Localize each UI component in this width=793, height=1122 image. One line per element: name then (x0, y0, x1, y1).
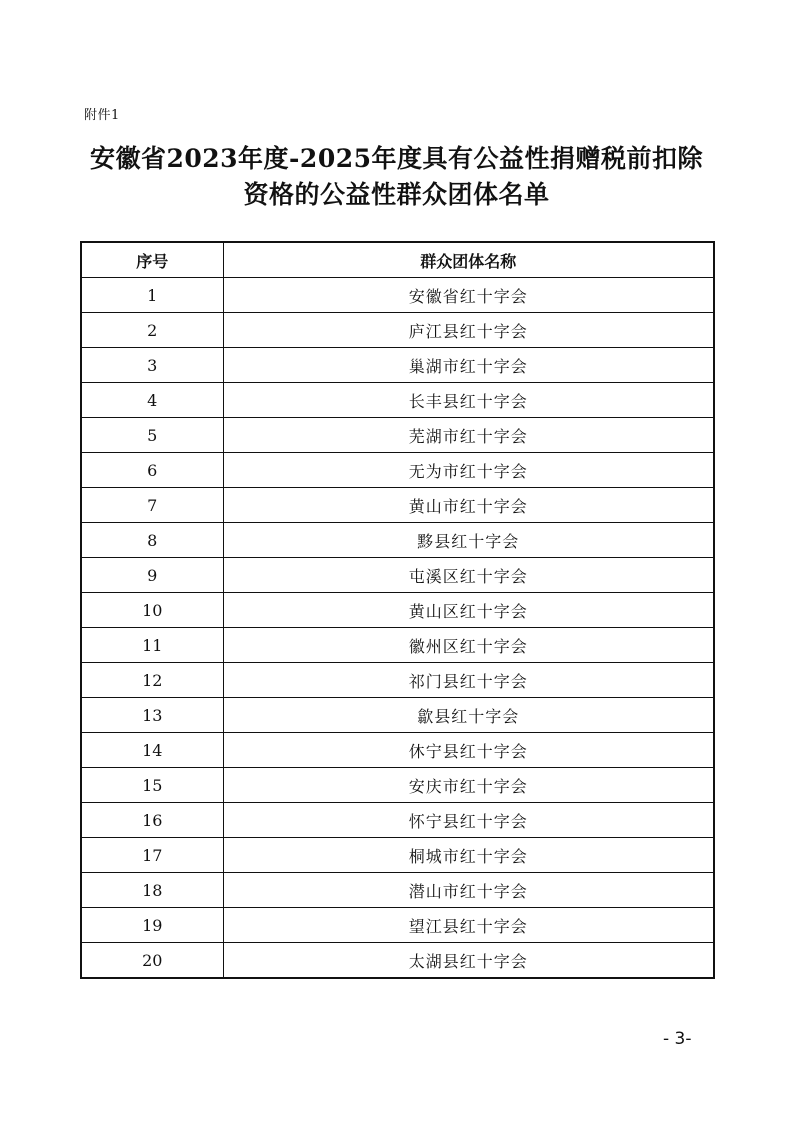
table-body (81, 278, 714, 979)
row-number: 5 (81, 418, 223, 453)
organization-name: 休宁县红十字会 (223, 733, 714, 768)
table-row (81, 908, 714, 943)
row-number: 7 (81, 488, 223, 523)
organization-name: 庐江县红十字会 (223, 313, 714, 348)
title-line-2: 资格的公益性群众团体名单 (243, 180, 550, 209)
row-number: 6 (81, 453, 223, 488)
organization-name: 长丰县红十字会 (223, 383, 714, 418)
table-row (81, 453, 714, 488)
organization-name: 桐城市红十字会 (223, 838, 714, 873)
row-number: 17 (81, 838, 223, 873)
row-number: 2 (81, 313, 223, 348)
row-number: 9 (81, 558, 223, 593)
table-row (81, 313, 714, 348)
table-row (81, 628, 714, 663)
organization-name: 怀宁县红十字会 (223, 803, 714, 838)
table-row (81, 698, 714, 733)
table-row (81, 383, 714, 418)
row-number: 10 (81, 593, 223, 628)
organization-name: 无为市红十字会 (223, 453, 714, 488)
table-row (81, 558, 714, 593)
table-header-row (81, 242, 714, 278)
table-row (81, 803, 714, 838)
organization-name: 芜湖市红十字会 (223, 418, 714, 453)
table-row (81, 348, 714, 383)
organization-name: 祁门县红十字会 (223, 663, 714, 698)
organization-name: 安庆市红十字会 (223, 768, 714, 803)
row-number: 4 (81, 383, 223, 418)
row-number: 13 (81, 698, 223, 733)
page-number: - 3- (663, 1029, 692, 1049)
organization-name: 歙县红十字会 (223, 698, 714, 733)
column-header-name: 群众团体名称 (223, 242, 714, 278)
organization-name: 黟县红十字会 (223, 523, 714, 558)
row-number: 3 (81, 348, 223, 383)
organization-name: 屯溪区红十字会 (223, 558, 714, 593)
organization-name: 徽州区红十字会 (223, 628, 714, 663)
table-row (81, 873, 714, 908)
table-row (81, 593, 714, 628)
table-row (81, 943, 714, 979)
row-number: 8 (81, 523, 223, 558)
row-number: 14 (81, 733, 223, 768)
table-row (81, 838, 714, 873)
row-number: 19 (81, 908, 223, 943)
organization-name: 望江县红十字会 (223, 908, 714, 943)
row-number: 15 (81, 768, 223, 803)
table-row (81, 663, 714, 698)
organization-name: 黄山市红十字会 (223, 488, 714, 523)
row-number: 1 (81, 278, 223, 313)
table-row (81, 278, 714, 313)
table-row (81, 768, 714, 803)
row-number: 11 (81, 628, 223, 663)
title-line-1: 安徽省2023年度-2025年度具有公益性捐赠税前扣除 (89, 144, 704, 173)
table-row (81, 733, 714, 768)
document-title (0, 141, 793, 213)
organization-name: 潜山市红十字会 (223, 873, 714, 908)
table-row (81, 418, 714, 453)
organization-name: 安徽省红十字会 (223, 278, 714, 313)
table-row (81, 523, 714, 558)
column-header-number: 序号 (81, 242, 223, 278)
attachment-label: 附件1 (84, 108, 120, 123)
table-row (81, 488, 714, 523)
row-number: 12 (81, 663, 223, 698)
row-number: 18 (81, 873, 223, 908)
organization-name: 太湖县红十字会 (223, 943, 714, 979)
row-number: 20 (81, 943, 223, 979)
organization-name: 巢湖市红十字会 (223, 348, 714, 383)
organization-name: 黄山区红十字会 (223, 593, 714, 628)
organization-table (80, 241, 715, 979)
row-number: 16 (81, 803, 223, 838)
